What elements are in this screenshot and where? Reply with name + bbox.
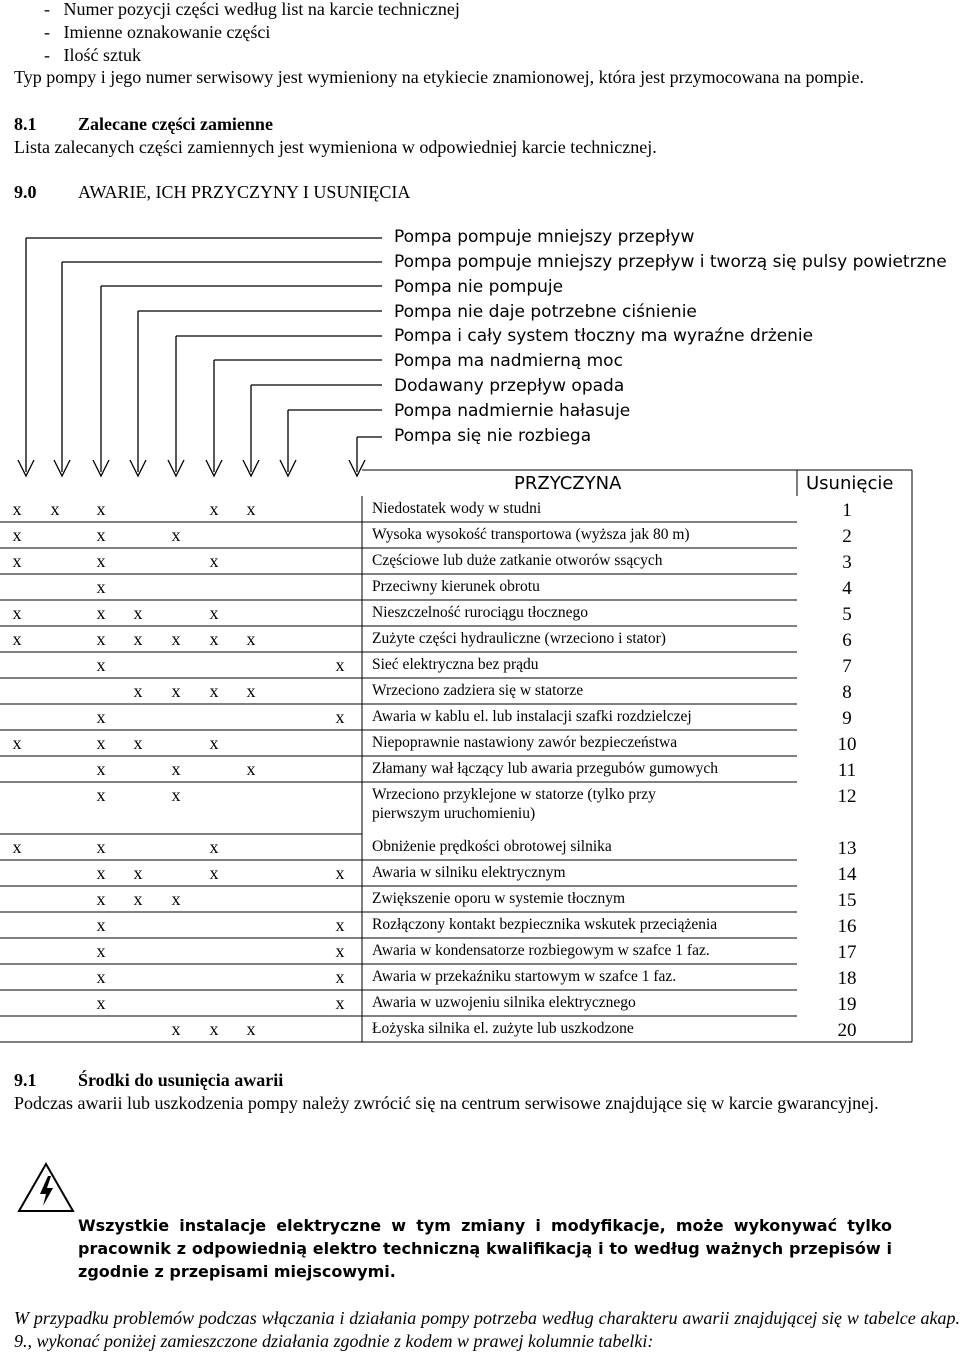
fix-code: 16 — [837, 916, 857, 937]
fault-mark: x — [96, 577, 106, 597]
section-9-1-title: Środki do usunięcia awarii — [78, 1070, 284, 1090]
fault-mark: x — [133, 681, 143, 701]
cause-text: Łożyska silnika el. zużyte lub uszkodzone — [372, 1020, 634, 1037]
cause-text: Przeciwny kierunek obrotu — [372, 578, 540, 595]
fix-code: 20 — [837, 1020, 857, 1041]
fault-mark: x — [209, 837, 219, 857]
cause-text: Wrzeciono zadziera się w statorze — [372, 682, 584, 699]
symptom-9: Pompa się nie rozbiega — [394, 426, 592, 446]
fault-mark: x — [209, 499, 219, 519]
fault-mark: x — [133, 629, 143, 649]
fault-mark: x — [209, 681, 219, 701]
fault-mark: x — [96, 967, 106, 987]
bullet-3: - Ilość sztuk — [44, 45, 141, 65]
cause-text: Niepoprawnie nastawiony zawór bezpieczeństwa — [372, 734, 678, 751]
cause-text-continued: pierwszym uruchomieniu) — [372, 805, 536, 822]
bullet-2: - Imienne oznakowanie części — [44, 22, 271, 42]
cause-text: Rozłączony kontakt bezpiecznika wskutek przeciążenia — [372, 916, 718, 933]
cause-text: Awaria w kondensatorze rozbiegowym w szafce 1 faz. — [372, 942, 710, 959]
fix-code: 8 — [842, 682, 852, 703]
fault-mark: x — [96, 603, 106, 623]
fault-mark: x — [12, 837, 22, 857]
fault-mark: x — [96, 993, 106, 1013]
fault-mark: x — [171, 785, 181, 805]
fault-mark: x — [96, 759, 106, 779]
cause-text: Złamany wał łączący lub awaria przegubów gumowych — [372, 760, 719, 777]
fault-mark: x — [335, 707, 345, 727]
cause-text: Sieć elektryczna bez prądu — [372, 656, 539, 673]
fix-code: 11 — [837, 760, 857, 781]
section-9-0-number: 9.0 — [14, 182, 37, 202]
cause-text: Awaria w silniku elektrycznym — [372, 864, 566, 881]
fix-code: 15 — [837, 890, 857, 911]
fault-mark: x — [96, 889, 106, 909]
fault-mark: x — [335, 863, 345, 883]
fault-mark: x — [171, 681, 181, 701]
fault-mark: x — [209, 629, 219, 649]
fault-mark: x — [96, 863, 106, 883]
symptom-8: Pompa nadmiernie hałasuje — [394, 401, 631, 421]
cause-text: Awaria w kablu el. lub instalacji szafki rozdzielczej — [372, 708, 692, 725]
fault-mark: x — [12, 629, 22, 649]
fault-mark: x — [96, 837, 106, 857]
fault-mark: x — [171, 629, 181, 649]
cause-text: Wysoka wysokość transportowa (wyższa jak 80 m) — [372, 526, 690, 543]
section-9-0-title: AWARIE, ICH PRZYCZYNY I USUNIĘCIA — [78, 182, 411, 202]
fault-mark: x — [50, 499, 60, 519]
symptom-3: Pompa nie pompuje — [394, 277, 564, 297]
fault-mark: x — [335, 655, 345, 675]
fault-mark: x — [96, 733, 106, 753]
fix-code: 2 — [842, 526, 852, 547]
fix-code: 9 — [842, 708, 852, 729]
fault-mark: x — [96, 655, 106, 675]
fault-mark: x — [96, 915, 106, 935]
fix-code: 13 — [837, 838, 857, 859]
cause-text: Zużyte części hydrauliczne (wrzeciono i stator) — [372, 630, 666, 647]
fault-mark: x — [171, 525, 181, 545]
fault-mark: x — [171, 889, 181, 909]
section-8-1-text: Lista zalecanych części zamiennych jest wymieniona w odpowiedniej karcie technicznej. — [14, 137, 657, 157]
fault-mark: x — [209, 733, 219, 753]
symptom-1: Pompa pompuje mniejszy przepływ — [394, 227, 695, 247]
cause-text: Awaria w przekaźniku startowym w szafce 1 faz. — [372, 968, 677, 985]
fault-mark: x — [133, 733, 143, 753]
fault-mark: x — [209, 551, 219, 571]
type-note: Typ pompy i jego numer serwisowy jest wymieniony na etykiecie znamionowej, która jest przymocowana na pompie. — [14, 67, 865, 87]
fault-mark: x — [246, 629, 256, 649]
fault-mark: x — [12, 733, 22, 753]
fault-mark: x — [12, 603, 22, 623]
symptom-6: Pompa ma nadmierną moc — [394, 351, 623, 371]
fault-mark: x — [335, 993, 345, 1013]
header-fix: Usunięcie — [806, 473, 894, 494]
fault-mark: x — [209, 1019, 219, 1039]
fault-mark: x — [246, 499, 256, 519]
cause-text: Niedostatek wody w studni — [372, 500, 542, 517]
fault-mark: x — [246, 759, 256, 779]
fix-code: 17 — [837, 942, 857, 963]
fix-code: 14 — [837, 864, 857, 885]
fix-code: 12 — [837, 786, 857, 807]
symptom-5: Pompa i cały system tłoczny ma wyraźne drżenie — [394, 326, 814, 346]
symptom-2: Pompa pompuje mniejszy przepływ i tworzą się pulsy powietrzne — [394, 252, 947, 272]
fault-mark: x — [209, 863, 219, 883]
header-cause: PRZYCZYNA — [514, 473, 622, 494]
section-8-1-title: Zalecane części zamienne — [78, 114, 273, 134]
fault-mark: x — [335, 915, 345, 935]
section-9-1-text: Podczas awarii lub uszkodzenia pompy należy zwrócić się na centrum serwisowe znajdujące się w karcie gwarancyjnej. — [14, 1093, 879, 1113]
fix-code: 19 — [837, 994, 857, 1015]
fix-code: 7 — [842, 656, 852, 677]
high-voltage-warning-icon — [16, 1160, 76, 1216]
fix-code: 5 — [842, 604, 852, 625]
fix-code: 18 — [837, 968, 857, 989]
footer-note: W przypadku problemów podczas włączania i działania pompy potrzeba według charakteru awarii znajdującej się w tabelce akap. 9., wykonać poniżej zamieszczone działania zgodnie z kodem w prawej kolumnie tabelki: — [14, 1308, 960, 1351]
fault-mark: x — [96, 525, 106, 545]
fault-mark: x — [12, 499, 22, 519]
fault-mark: x — [96, 707, 106, 727]
bullet-1: - Numer pozycji części według list na karcie technicznej — [44, 0, 460, 19]
fault-mark: x — [133, 603, 143, 623]
fault-mark: x — [96, 551, 106, 571]
fault-mark: x — [171, 759, 181, 779]
fault-mark: x — [209, 603, 219, 623]
cause-text: Nieszczelność rurociągu tłocznego — [372, 604, 589, 621]
fault-mark: x — [96, 941, 106, 961]
cause-text: Obniżenie prędkości obrotowej silnika — [372, 838, 612, 855]
fault-mark: x — [246, 681, 256, 701]
fault-mark: x — [96, 499, 106, 519]
symptom-4: Pompa nie daje potrzebne ciśnienie — [394, 302, 697, 322]
section-9-1-number: 9.1 — [14, 1070, 37, 1090]
cause-text: Awaria w uzwojeniu silnika elektrycznego — [372, 994, 636, 1011]
fault-mark: x — [12, 551, 22, 571]
fault-mark: x — [96, 629, 106, 649]
fix-code: 6 — [842, 630, 852, 651]
fault-mark: x — [335, 967, 345, 987]
fault-mark: x — [133, 863, 143, 883]
warning-text: Wszystkie instalacje elektryczne w tym zmiany i modyfikacje, może wykonywać tylko pracownik z odpowiednią elektro techniczną kwalifikacją i to według ważnych przepisów i zgodnie z przepisami miejscowymi. — [78, 1216, 892, 1281]
fault-mark: x — [12, 525, 22, 545]
fix-code: 10 — [837, 734, 857, 755]
fault-mark: x — [133, 889, 143, 909]
cause-text: Zwiększenie oporu w systemie tłocznym — [372, 890, 626, 907]
fix-code: 3 — [842, 552, 852, 573]
cause-text: Wrzeciono przyklejone w statorze (tylko przy — [372, 786, 656, 803]
fault-mark: x — [171, 1019, 181, 1039]
fix-code: 4 — [842, 578, 852, 599]
fault-mark: x — [246, 1019, 256, 1039]
fault-mark: x — [96, 785, 106, 805]
cause-text: Częściowe lub duże zatkanie otworów ssących — [372, 552, 663, 569]
fault-mark: x — [335, 941, 345, 961]
fix-code: 1 — [842, 500, 852, 521]
section-8-1-number: 8.1 — [14, 114, 37, 134]
symptom-7: Dodawany przepływ opada — [394, 376, 625, 396]
